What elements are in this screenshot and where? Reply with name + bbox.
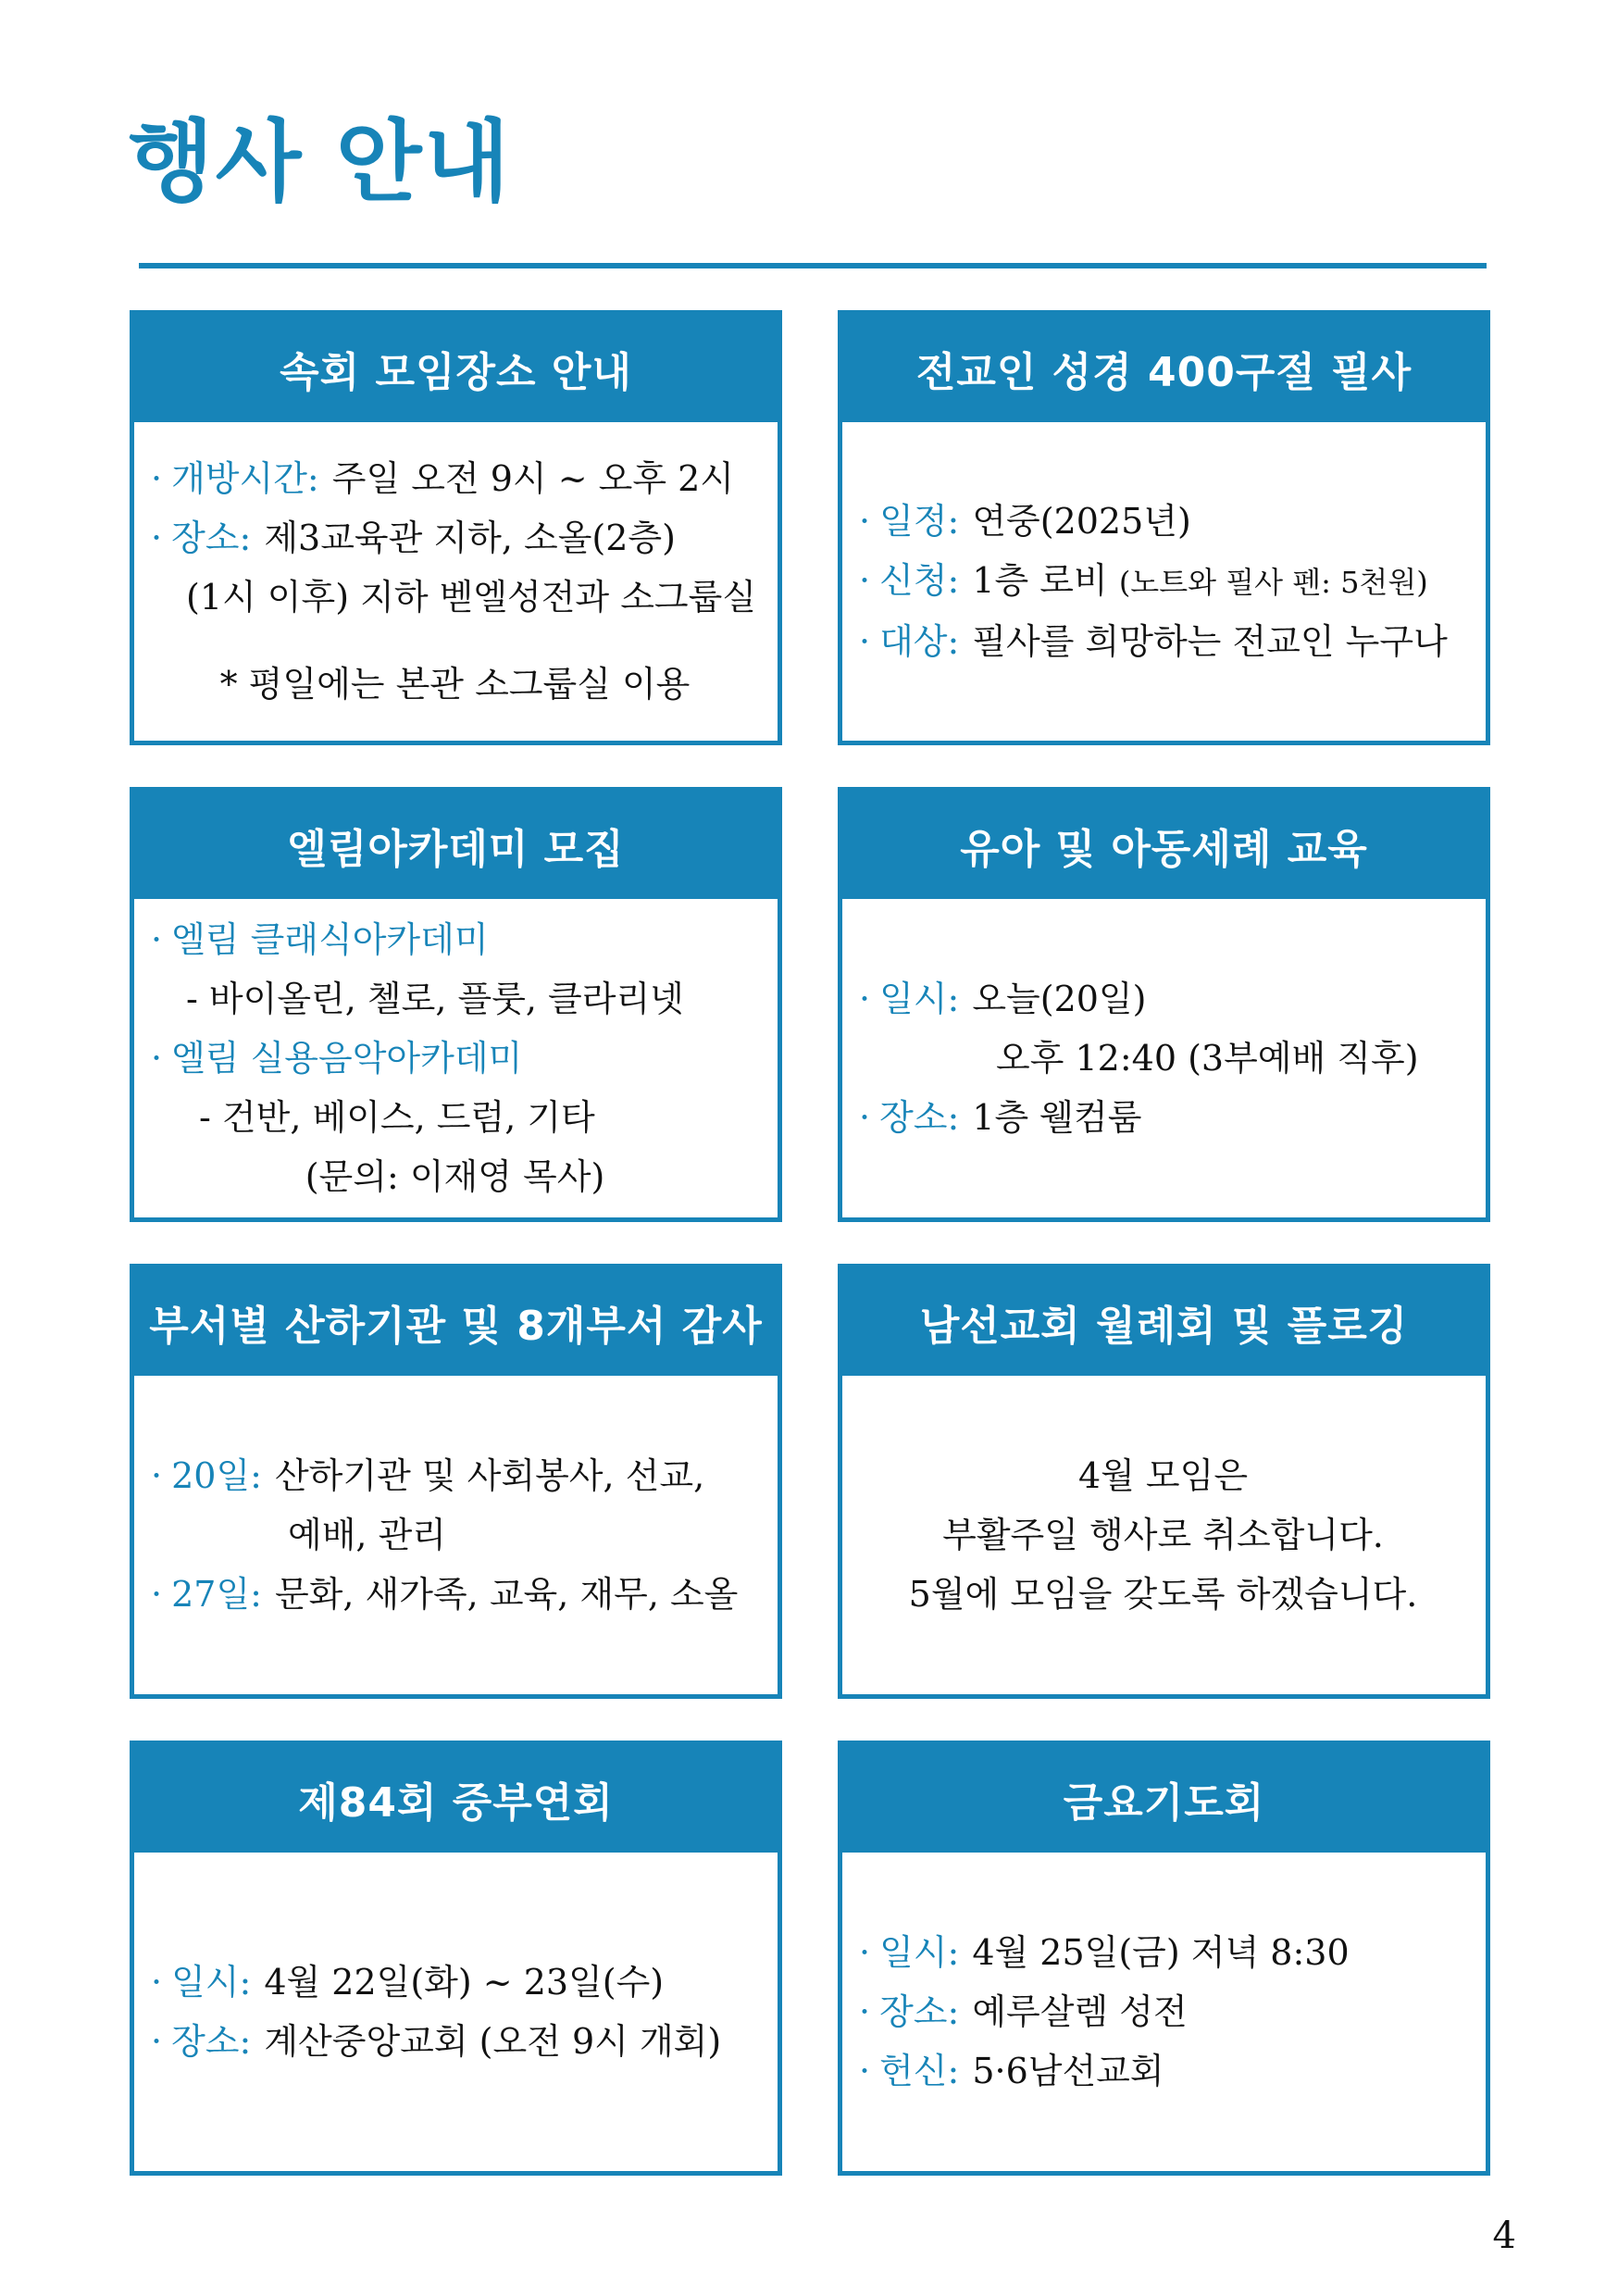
bullet-icon: · (151, 919, 163, 960)
info-label: 신청: (879, 560, 960, 601)
box-body (134, 899, 778, 1217)
notice-box-department-audit (130, 1264, 782, 1699)
notice-box-friday-prayer (838, 1741, 1490, 2176)
info-label: 일시: (879, 979, 960, 1019)
box-note: * 평일에는 본관 소그룹실 이용 (219, 664, 691, 705)
info-value: 산하기관 및 사회봉사, 선교, (274, 1455, 705, 1496)
notice-box-annual-conference (130, 1741, 782, 2176)
info-label: 장소: (879, 1097, 960, 1138)
info-label: 20일: (171, 1455, 262, 1496)
box-title: 제84회 중부연회 (134, 1745, 778, 1853)
box-title: 유아 및 아동세례 교육 (842, 792, 1486, 899)
bullet-icon: · (859, 501, 871, 542)
info-label: 엘림 클래식아카데미 (171, 919, 489, 960)
bullet-icon: · (151, 518, 163, 558)
box-body (134, 1376, 778, 1694)
info-line-continued: (1시 이후) 지하 벧엘성전과 소그룹실 (186, 577, 757, 618)
info-line-practical (151, 1029, 759, 1088)
info-label: 일정: (879, 501, 960, 542)
info-value: 예루살렘 성전 (972, 1991, 1188, 2032)
info-line-classic-items: - 바이올린, 첼로, 플룻, 클라리넷 (186, 979, 684, 1019)
notice-box-cell-meeting-place (130, 310, 782, 745)
info-label: 대상: (879, 621, 960, 662)
info-line-date (859, 969, 1467, 1029)
info-value: 4월 25일(금) 저녁 8:30 (972, 1932, 1350, 1973)
bullet-icon: · (151, 2021, 163, 2062)
info-value: 5·6남선교회 (972, 2051, 1164, 2091)
page-title: 행사 안내 (128, 110, 512, 214)
notice-box-mens-mission-meeting (838, 1264, 1490, 1699)
bullet-icon: · (151, 458, 163, 499)
box-body (842, 1853, 1486, 2171)
bullet-icon: · (151, 1574, 163, 1615)
box-title: 엘림아카데미 모집 (134, 792, 778, 899)
info-label: 장소: (879, 1991, 960, 2032)
info-label: 일시: (879, 1932, 960, 1973)
box-title: 금요기도회 (842, 1745, 1486, 1853)
info-line-continued: 예배, 관리 (288, 1515, 446, 1555)
info-line-place (859, 1088, 1467, 1147)
info-line-date (151, 1953, 759, 2012)
bullet-icon: · (151, 1038, 163, 1079)
box-body (134, 422, 778, 741)
info-value: 1층 웰컴룸 (972, 1097, 1142, 1138)
notice-box-baptism-education (838, 787, 1490, 1222)
notice-line: 부활주일 행사로 취소합니다. (942, 1515, 1384, 1555)
notice-line: 5월에 모임을 갖도록 하겠습니다. (908, 1574, 1418, 1615)
info-label: 27일: (171, 1574, 262, 1615)
info-line-hours (151, 449, 759, 508)
info-value: 4월 22일(화) ~ 23일(수) (264, 1962, 665, 2003)
info-value: 필사를 희망하는 전교인 누구나 (972, 621, 1448, 662)
bullet-icon: · (151, 1455, 163, 1496)
notice-box-elim-academy (130, 787, 782, 1222)
info-line-apply (859, 551, 1467, 612)
box-body (842, 899, 1486, 1217)
info-value: 1층 로비 (972, 560, 1108, 601)
box-title: 남선교회 월례회 및 플로깅 (842, 1268, 1486, 1376)
bullet-icon: · (859, 2051, 871, 2091)
info-line-classic (151, 910, 759, 969)
info-label: 일시: (171, 1962, 252, 2003)
info-label: 장소: (171, 2021, 252, 2062)
info-line-place (859, 1982, 1467, 2041)
info-value: 연중(2025년) (972, 501, 1191, 542)
notice-box-bible-transcription (838, 310, 1490, 745)
info-value: 문화, 새가족, 교육, 재무, 소올 (274, 1574, 739, 1615)
box-title: 부서별 산하기관 및 8개부서 감사 (134, 1268, 778, 1376)
info-line-contact: (문의: 이재영 목사) (305, 1156, 605, 1197)
info-label: 장소: (171, 518, 252, 558)
info-line-target (859, 612, 1467, 671)
info-line-practical-items: - 건반, 베이스, 드럼, 기타 (199, 1097, 595, 1138)
info-value: 제3교육관 지하, 소올(2층) (264, 518, 676, 558)
bullet-icon: · (151, 1962, 163, 2003)
info-line-place (151, 508, 759, 568)
info-line-20th (151, 1446, 759, 1505)
box-body (842, 1376, 1486, 1694)
info-line-place (151, 2012, 759, 2071)
info-line-27th (151, 1565, 759, 1624)
notice-line: 4월 모임은 (1077, 1455, 1249, 1496)
info-line-time: 오후 12:40 (3부예배 직후) (996, 1038, 1419, 1079)
info-value: 계산중앙교회 (오전 9시 개회) (264, 2021, 722, 2062)
bullet-icon: · (859, 979, 871, 1019)
info-line-dedication (859, 2041, 1467, 2101)
info-value: 오늘(20일) (972, 979, 1147, 1019)
title-divider (139, 263, 1487, 268)
info-label: 헌신: (879, 2051, 960, 2091)
box-title: 속회 모임장소 안내 (134, 315, 778, 422)
info-value: 주일 오전 9시 ~ 오후 2시 (331, 458, 734, 499)
bullet-icon: · (859, 1991, 871, 2032)
bullet-icon: · (859, 1097, 871, 1138)
page-number: 4 (1492, 2215, 1516, 2257)
info-line-schedule (859, 492, 1467, 551)
bullet-icon: · (859, 621, 871, 662)
bullet-icon: · (859, 560, 871, 601)
info-note: (노트와 필사 펜: 5천원) (1118, 565, 1428, 600)
box-body (134, 1853, 778, 2171)
info-label: 엘림 실용음악아카데미 (171, 1038, 523, 1079)
box-body (842, 422, 1486, 741)
info-label: 개방시간: (171, 458, 319, 499)
box-title: 전교인 성경 400구절 필사 (842, 315, 1486, 422)
info-line-date (859, 1923, 1467, 1982)
bullet-icon: · (859, 1932, 871, 1973)
